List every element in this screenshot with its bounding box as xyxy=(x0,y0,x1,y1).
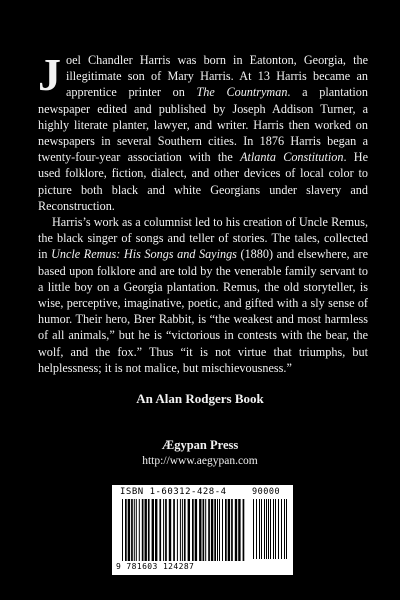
barcode-bar xyxy=(243,499,245,561)
barcode-bar xyxy=(145,499,147,561)
barcode-bar xyxy=(264,499,265,559)
barcode-bar xyxy=(169,499,171,561)
barcode-bar xyxy=(163,499,164,561)
blurb-paragraph-2 xyxy=(38,214,368,376)
barcode-bar xyxy=(284,499,285,559)
publisher-url[interactable]: http://www.aegypan.com xyxy=(142,455,258,467)
barcode-bar xyxy=(195,499,197,561)
barcode-bar xyxy=(225,499,227,561)
barcode-bar xyxy=(270,499,271,559)
barcode-bar xyxy=(205,499,206,561)
drop-cap: J xyxy=(38,49,61,100)
barcode-bar xyxy=(122,499,123,561)
barcode-bar xyxy=(165,499,167,561)
barcode-bar xyxy=(286,499,287,559)
barcode-bar xyxy=(268,499,269,559)
blurb-text: . a plantation newspaper edited and published by Joseph Addison Turner, a highly literate planter, lawyer, and writer. Harris then worked on newspapers in several Southern cities. In 1876 Harris began a twenty-four-year association with the xyxy=(38,85,368,165)
barcode-bar xyxy=(235,499,237,561)
barcode-bar xyxy=(182,499,183,561)
barcode-bar xyxy=(199,499,201,561)
barcode-bar xyxy=(125,499,127,561)
barcode-bar xyxy=(222,499,223,561)
barcode-bar xyxy=(214,499,216,561)
blurb-text: Harris’s work as a columnist led to his creation of Uncle Remus, the black singer of songs and teller of stories. The tales, collected in xyxy=(38,215,368,262)
barcode-bar xyxy=(192,499,194,561)
barcode-bar xyxy=(273,499,274,559)
barcode-bar xyxy=(177,499,178,561)
addon-digits: 90000 xyxy=(252,487,281,497)
blurb-text: oel Chandler Harris was born in Eatonton, Georgia, the illegitimate son of Mary Harris. At 13 Harris became an apprentice printer on xyxy=(66,53,368,100)
barcode-bar xyxy=(142,499,144,561)
barcode-bar xyxy=(211,499,213,561)
barcode-bar xyxy=(281,499,282,559)
barcode-bar xyxy=(128,499,130,561)
barcode-bar xyxy=(184,499,186,561)
barcode-bar xyxy=(152,499,154,561)
barcode-bar xyxy=(259,499,260,559)
barcode-bar xyxy=(136,499,137,561)
barcode-bar xyxy=(228,499,230,561)
barcode-bar xyxy=(148,499,150,561)
barcode-bar xyxy=(208,499,210,561)
barcode-bar xyxy=(275,499,276,559)
barcode-bar xyxy=(217,499,218,561)
barcode xyxy=(111,484,294,576)
book-title: Uncle Remus: His Songs and Sayings xyxy=(51,247,237,262)
blurb-paragraph-1 xyxy=(38,49,368,214)
blurb-text: . He used folklore, fiction, dialect, and other devices of local color to picture both black and white Georgians under slavery and Reconstruction. xyxy=(38,150,368,213)
barcode-bar xyxy=(159,499,161,561)
barcode-bar xyxy=(155,499,157,561)
barcode-bar xyxy=(173,499,175,561)
ean-digits: 9 781603 124287 xyxy=(116,562,195,571)
barcode-bar xyxy=(219,499,220,561)
barcode-bar xyxy=(238,499,240,561)
barcode-bar xyxy=(131,499,133,561)
blurb xyxy=(38,49,369,376)
barcode-bar xyxy=(278,499,279,559)
isbn-label: ISBN 1-60312-428-4 xyxy=(120,487,227,497)
blurb-text: (1880) and elsewhere, are based upon folklore and are told by the venerable family servant to a little boy on a Georgia plantation. Remus, the old storyteller, is wise, perceptive, imaginative, poetic, and gifted with a sly sense of humor. Their hero, Brer Rabbit, is “the weakest and most harmless of all animals,” but he is “victorious in contests with the bear, the wolf, and the fox.” Thus “it is not virtue that triumphs, but helplessness; it is not malice, but mischievousness.” xyxy=(38,247,369,375)
newspaper-title: Atlanta Constitution xyxy=(240,150,344,165)
barcode-bar xyxy=(253,499,254,559)
barcode-bar xyxy=(256,499,257,559)
barcode-bar xyxy=(266,499,267,559)
barcode-bar xyxy=(180,499,181,561)
newspaper-title: The Countryman xyxy=(196,85,288,100)
series-line: An Alan Rodgers Book xyxy=(136,391,264,406)
barcode-bar xyxy=(139,499,140,561)
barcode-bar xyxy=(261,499,262,559)
barcode-bar xyxy=(231,499,233,561)
barcode-bar xyxy=(203,499,205,561)
publisher-name: Ægypan Press xyxy=(161,438,239,452)
barcode-bar xyxy=(188,499,190,561)
barcode-bar xyxy=(134,499,135,561)
